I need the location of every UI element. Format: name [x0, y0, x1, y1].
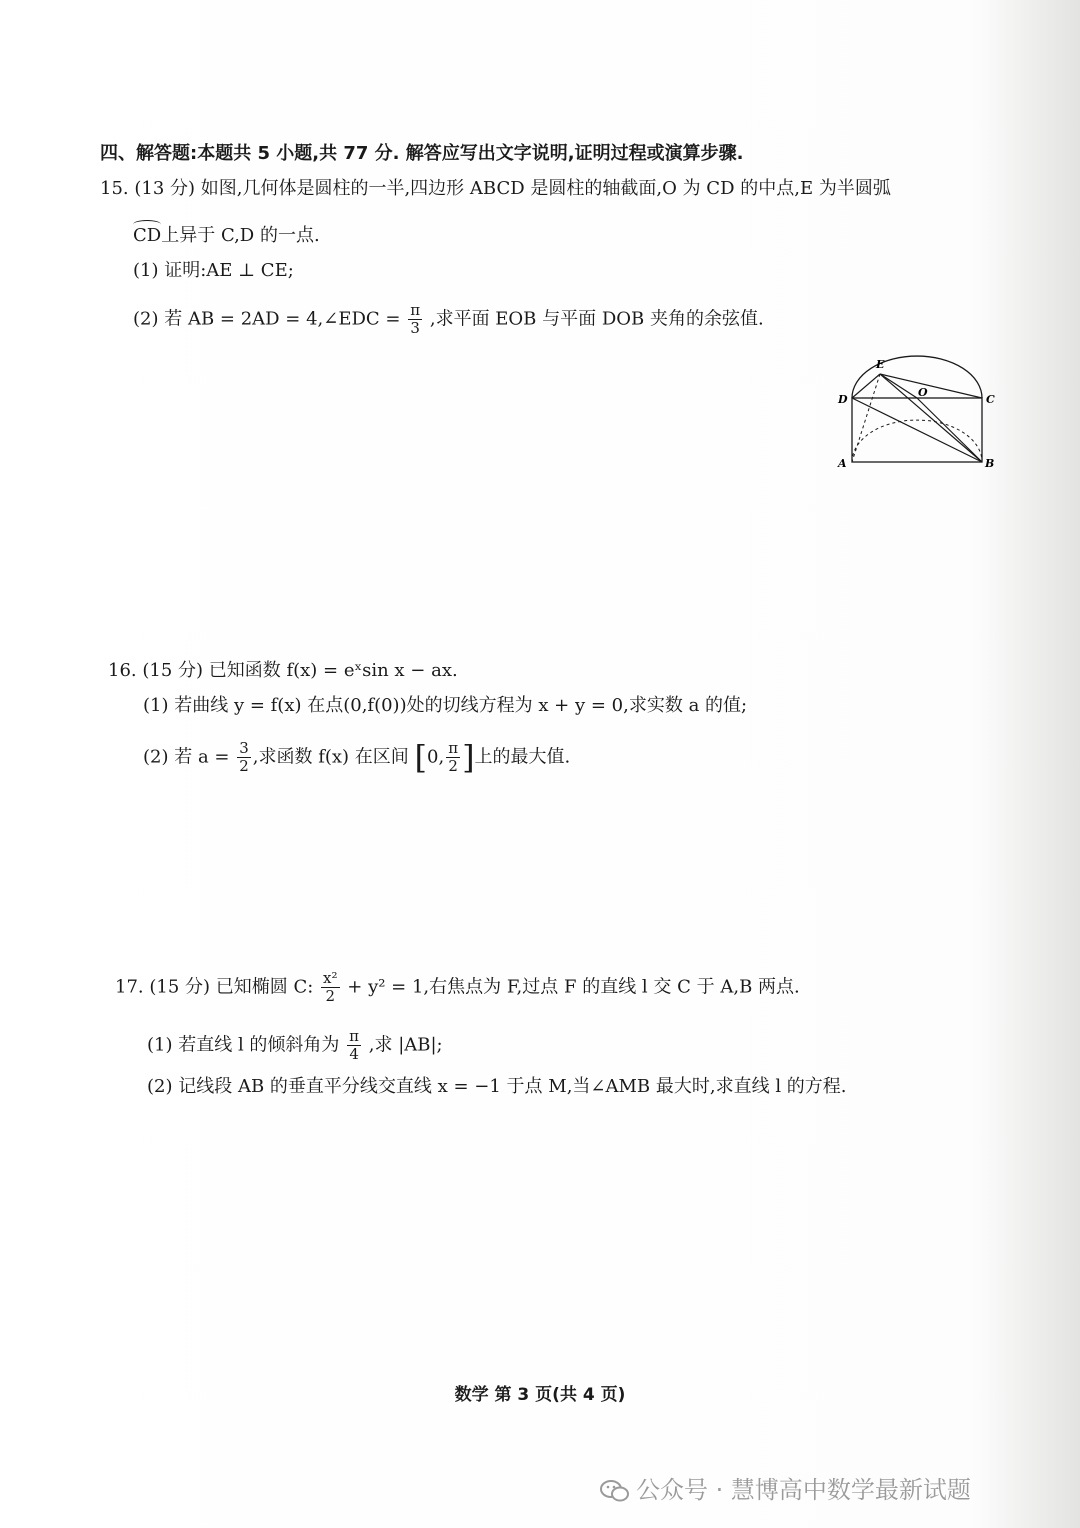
- q17-part1-pre: (1) 若直线 l 的倾斜角为: [147, 1034, 340, 1056]
- fraction-pi-3: [408, 302, 422, 337]
- q16-part2-mid: ,求函数 f(x) 在区间: [252, 746, 409, 768]
- label-B: B: [985, 457, 995, 470]
- q17-part1-post: ,求 |AB|;: [368, 1034, 443, 1056]
- q16-part2: [143, 740, 570, 775]
- q17-part1: [147, 1028, 443, 1063]
- segment-EO: [880, 374, 917, 398]
- wechat-icon: [600, 1479, 630, 1503]
- q16-stem: 16. (15 分) 已知函数 f(x) = eˣsin x − ax.: [108, 660, 458, 681]
- q15-stem-tail: 上异于 C,D 的一点.: [161, 225, 320, 246]
- watermark-text: 公众号 · 慧博高中数学最新试题: [636, 1476, 971, 1504]
- q15-part2-post: ,求平面 EOB 与平面 DOB 夹角的余弦值.: [429, 308, 764, 330]
- segment-OB: [917, 398, 982, 462]
- label-E: E: [876, 358, 885, 371]
- frac-den: 3: [410, 319, 420, 337]
- frac-den: 2: [325, 987, 336, 1005]
- segment-DB: [852, 398, 982, 462]
- label-O: O: [918, 386, 928, 399]
- frac-den: 4: [349, 1045, 359, 1063]
- q17-part2: (2) 记线段 AB 的垂直平分线交直线 x = −1 于点 M,当∠AMB 最大时,求直线 l 的方程.: [147, 1076, 847, 1097]
- frac-den: 2: [448, 757, 458, 775]
- interval-left: 0,: [427, 746, 445, 768]
- segment-EB: [880, 374, 982, 462]
- segment-EA: [852, 374, 880, 462]
- frac-num: π: [349, 1027, 360, 1045]
- q15-stem: 15. (13 分) 如图,几何体是圆柱的一半,四边形 ABCD 是圆柱的轴截面,O 为 CD 的中点,E 为半圆弧: [100, 178, 891, 199]
- left-bracket: [: [414, 738, 428, 777]
- frac-num: π: [448, 739, 459, 757]
- fraction-pi-2: [446, 740, 460, 775]
- q15-stem-cont: [133, 225, 320, 247]
- frac-num: 3: [239, 739, 249, 757]
- page-footer: 数学 第 3 页(共 4 页): [454, 1385, 626, 1405]
- arc-cd-label: CD: [133, 225, 162, 246]
- q15-part2: [133, 302, 764, 337]
- frac-num: π: [410, 301, 421, 319]
- label-A: A: [838, 457, 847, 470]
- q16-part2-pre: (2) 若 a =: [143, 746, 230, 768]
- semicircle-arc-bottom: [852, 420, 982, 462]
- frac-den: 2: [239, 757, 249, 775]
- segment-EC: [880, 374, 982, 398]
- q16-part2-post: 上的最大值.: [474, 746, 571, 768]
- q17-stem: [115, 970, 800, 1005]
- label-D: D: [838, 393, 848, 406]
- label-C: C: [986, 393, 995, 406]
- fraction-x2-2: [321, 970, 339, 1005]
- semicircle-arc-top: [852, 356, 982, 398]
- watermark: [600, 1470, 971, 1505]
- fraction-3-2: [237, 740, 251, 775]
- q15-part1: (1) 证明:AE ⊥ CE;: [133, 260, 294, 281]
- half-cylinder-figure: [830, 350, 1000, 475]
- fraction-pi-4: [347, 1028, 361, 1063]
- right-bracket: ]: [462, 738, 475, 777]
- frac-num: x²: [323, 969, 338, 987]
- q15-part2-pre: (2) 若 AB = 2AD = 4,∠EDC =: [133, 308, 401, 330]
- q17-stem-post: + y² = 1,右焦点为 F,过点 F 的直线 l 交 C 于 A,B 两点.: [347, 976, 800, 998]
- q17-stem-pre: 17. (15 分) 已知椭圆 C:: [115, 976, 314, 998]
- section-heading: 四、解答题:本题共 5 小题,共 77 分. 解答应写出文字说明,证明过程或演算步骤.: [100, 143, 744, 164]
- q16-part1: (1) 若曲线 y = f(x) 在点(0,f(0))处的切线方程为 x + y = 0,求实数 a 的值;: [143, 695, 748, 716]
